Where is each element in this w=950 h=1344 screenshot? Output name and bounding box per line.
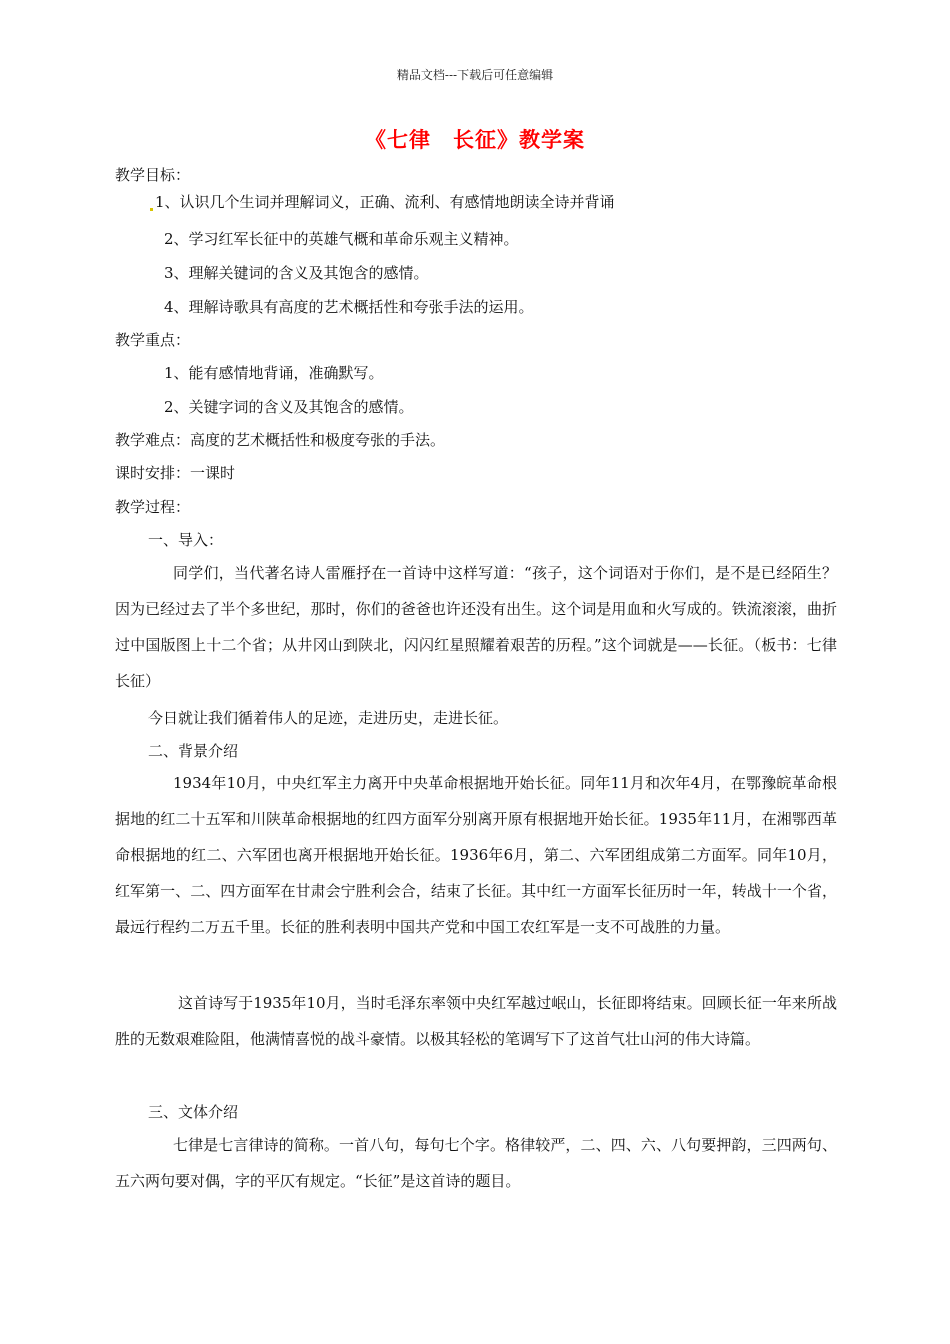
key-point-item-1: 1、能有感情地背诵，准确默写。 [164, 364, 384, 382]
section-2-paragraph-1: 1934年10月，中央红军主力离开中央革命根据地开始长征。同年11月和次年4月，在鄂豫皖革命根据地的红二十五军和川陕革命根据地的红四方面军分别离开原有根据地开始长征。1935年11月，在湘鄂西革命根据地的红二、六军团也离开根据地开始长征。1936年6月，第二、六军团组成第二方面军。同年10月，红军第一、二、四方面军在甘肃会宁胜利会合，结束了长征。其中红一方面军长征历时一年，转战十一个省，最远行程约二万五千里。长征的胜利表明中国共产党和中国工农红军是一支不可战胜的力量。 [115, 774, 837, 936]
key-point-item-2: 2、关键字词的含义及其饱含的感情。 [164, 398, 414, 416]
objective-item-1 [150, 191, 615, 213]
difficulty-line: 教学难点：高度的艺术概括性和极度夸张的手法。 [115, 431, 446, 449]
page-header: 精品文档---下载后可任意编辑 [396, 68, 554, 82]
section-3-heading: 三、文体介绍 [148, 1103, 239, 1121]
key-points-heading: 教学重点： [115, 331, 191, 349]
section-1-paragraph-1: 同学们，当代著名诗人雷雁抒在一首诗中这样写道：“孩子，这个词语对于你们，是不是已经陌生？因为已经过去了半个多世纪，那时，你们的爸爸也许还没有出生。这个词是用血和火写成的。铁流滚滚，曲折过中国版图上十二个省；从井冈山到陕北，闪闪红星照耀着艰苦的历程。”这个词就是——长征。（板书：七律 长征） [115, 564, 837, 690]
objective-item-2: 2、学习红军长征中的英雄气概和革命乐观主义精神。 [164, 230, 519, 248]
objective-item-1-text: 1、认识几个生词并理解词义，正确、流利、有感情地朗读全诗并背诵 [155, 193, 615, 211]
objective-item-4: 4、理解诗歌具有高度的艺术概括性和夸张手法的运用。 [164, 298, 534, 316]
section-3-paragraph-1: 七律是七言律诗的简称。一首八句，每句七个字。格律较严，二、四、六、八句要押韵，三四两句、五六两句要对偶，字的平仄有规定。“长征”是这首诗的题目。 [115, 1136, 837, 1190]
document-title: 《七律 长征》教学案 [365, 127, 585, 152]
section-1-heading: 一、导入： [148, 531, 224, 549]
process-heading: 教学过程： [115, 498, 191, 516]
section-2-heading: 二、背景介绍 [148, 742, 239, 760]
schedule-line: 课时安排：一课时 [115, 464, 236, 482]
highlight-mark [150, 208, 153, 211]
section-2-paragraph-2: 这首诗写于1935年10月，当时毛泽东率领中央红军越过岷山，长征即将结束。回顾长征一年来所战胜的无数艰难险阻，他满情喜悦的战斗豪情。以极其轻松的笔调写下了这首气壮山河的伟大诗篇。 [115, 994, 837, 1048]
objective-item-3: 3、理解关键词的含义及其饱含的感情。 [164, 264, 429, 282]
section-1-paragraph-2: 今日就让我们循着伟人的足迹，走进历史，走进长征。 [148, 709, 509, 727]
objectives-heading: 教学目标： [115, 166, 191, 184]
